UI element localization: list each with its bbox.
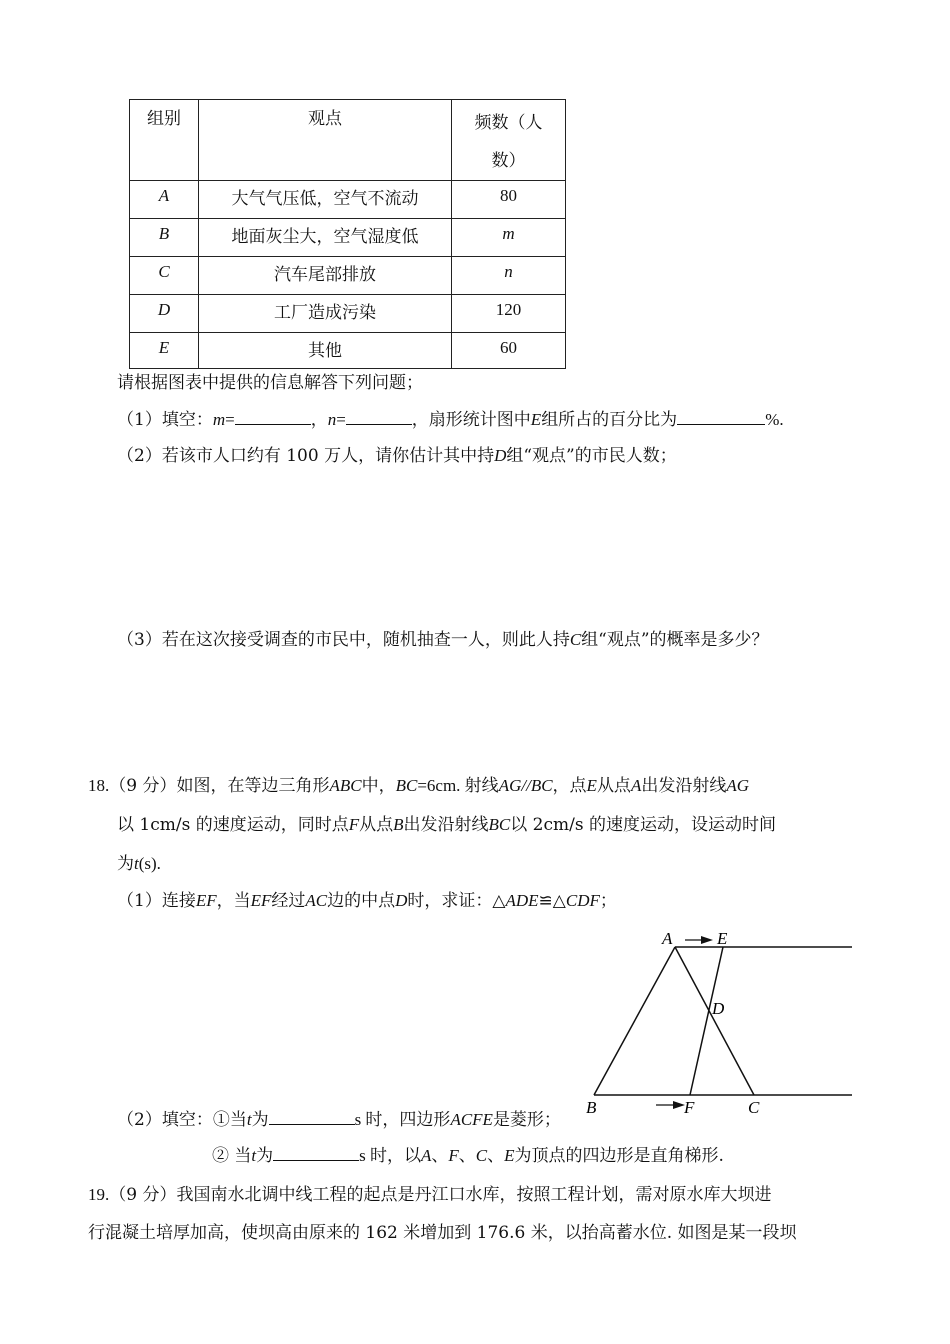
arrow-e-head <box>701 936 713 944</box>
q18-part3: ② 当t为 s 时，以A、F、C、E为顶点的四边形是直角梯形. <box>212 1146 724 1166</box>
q18-line2: 以 1cm/s 的速度运动，同时点F从点B出发沿射线BC以 2cm/s 的速度运动，设运动时间 <box>117 815 776 835</box>
geometry-figure <box>580 925 860 1120</box>
label-f: F <box>684 1098 695 1117</box>
table-header-row <box>130 100 566 181</box>
header-frequency: 频数（人 数） <box>452 100 566 181</box>
blank-trapezoid-t[interactable] <box>273 1146 359 1161</box>
blank-n[interactable] <box>346 410 412 425</box>
q18-line1: 18.（9 分）如图，在等边三角形ABC中，BC=6cm. 射线AG//BC，点E从点A出发沿射线AG <box>88 776 749 796</box>
label-c: C <box>748 1098 760 1117</box>
header-view: 观点 <box>199 100 452 181</box>
row-freq: 60 <box>452 333 566 369</box>
segment-ac <box>675 947 754 1095</box>
row-group: A <box>130 181 199 219</box>
row-freq: 120 <box>452 295 566 333</box>
segment-ab <box>594 947 675 1095</box>
q19-line2: 行混凝土培厚加高，使坝高由原来的 162 米增加到 176.6 米，以抬高蓄水位. 如图是某一段坝 <box>88 1223 797 1243</box>
q17-part2: （2）若该市人口约有 100 万人，请你估计其中持D组“观点”的市民人数； <box>117 446 677 466</box>
row-view: 工厂造成污染 <box>199 295 452 333</box>
q17-intro: 请根据图表中提供的信息解答下列问题； <box>117 373 423 393</box>
row-freq: 80 <box>452 181 566 219</box>
row-freq: n <box>452 257 566 295</box>
row-group: B <box>130 219 199 257</box>
row-group: E <box>130 333 199 369</box>
q17-part3: （3）若在这次接受调查的市民中，随机抽查一人，则此人持C组“观点”的概率是多少？ <box>117 630 769 650</box>
blank-rhombus-t[interactable] <box>269 1110 355 1125</box>
blank-percent[interactable] <box>677 410 765 425</box>
label-e: E <box>717 929 728 948</box>
frequency-table <box>129 99 566 369</box>
row-view: 大气气压低，空气不流动 <box>199 181 452 219</box>
table-row <box>130 219 566 257</box>
label-a: A <box>662 929 673 948</box>
label-b: B <box>586 1098 597 1117</box>
q18-part2: （2）填空：①当t为 s 时，四边形ACFE是菱形； <box>117 1110 561 1130</box>
q18-part1: （1）连接EF，当EF经过AC边的中点D时，求证：△ADE≌△CDF； <box>117 891 617 911</box>
row-freq: m <box>452 219 566 257</box>
q18-line3: 为t(s). <box>117 854 161 874</box>
row-group: D <box>130 295 199 333</box>
q17-part1: （1）填空：m= ，n= ，扇形统计图中E组所占的百分比为 %. <box>117 410 784 430</box>
row-view: 其他 <box>199 333 452 369</box>
table-row <box>130 333 566 369</box>
q19-line1: 19.（9 分）我国南水北调中线工程的起点是丹江口水库，按照工程计划，需对原水库大坝进 <box>88 1185 772 1205</box>
label-d: D <box>712 999 725 1018</box>
table-row <box>130 295 566 333</box>
row-view: 地面灰尘大，空气湿度低 <box>199 219 452 257</box>
blank-m[interactable] <box>235 410 311 425</box>
table-row <box>130 257 566 295</box>
row-group: C <box>130 257 199 295</box>
table-row <box>130 181 566 219</box>
segment-ef <box>690 947 723 1095</box>
header-group: 组别 <box>130 100 199 181</box>
row-view: 汽车尾部排放 <box>199 257 452 295</box>
